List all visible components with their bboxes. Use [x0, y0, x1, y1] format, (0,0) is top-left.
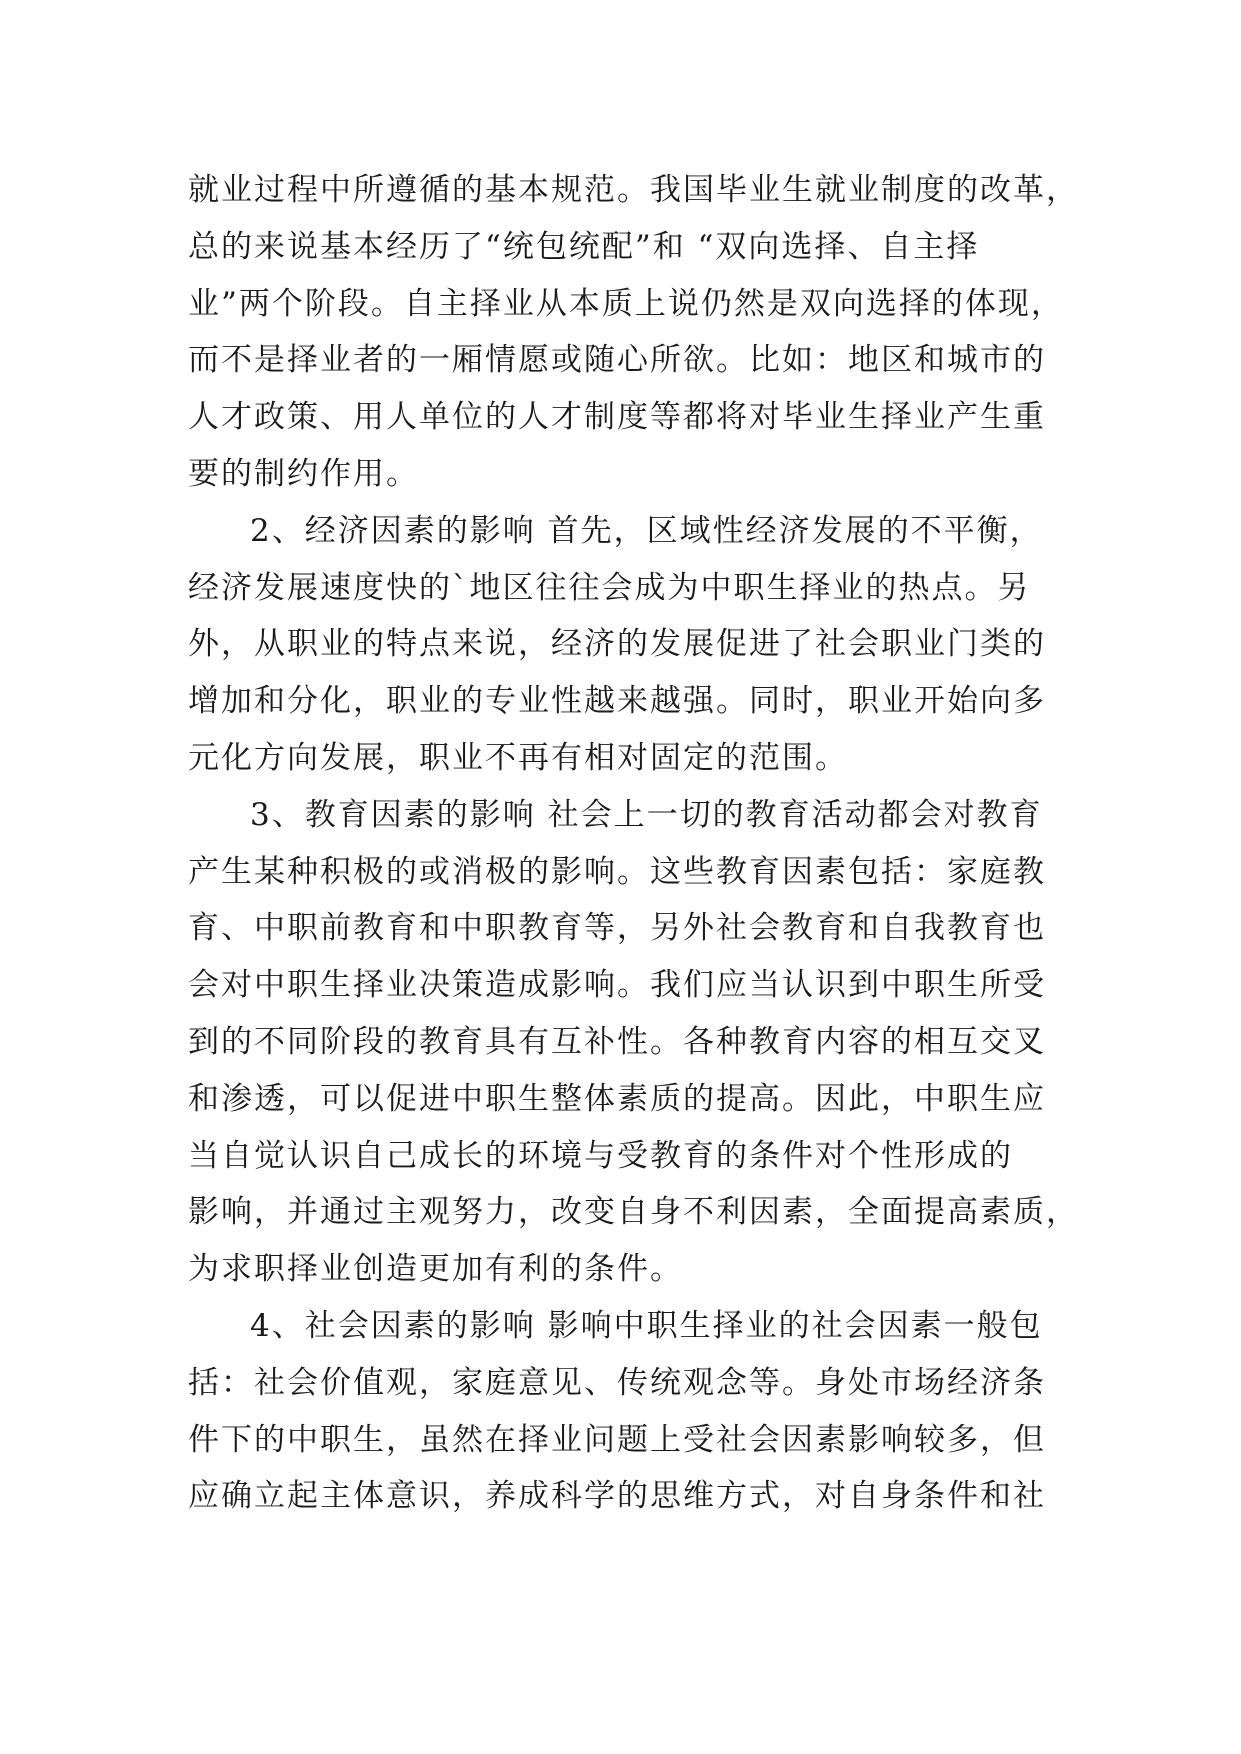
text-line: 当自觉认识自己成长的环境与受教育的条件对个性形成的 — [188, 1137, 1013, 1174]
text-line: 人才政策、用人单位的人才制度等都将对毕业生择业产生重 — [188, 399, 1046, 436]
text-line: 影响，并通过主观努力，改变自身不利因素，全面提高素质， — [188, 1194, 1079, 1231]
body-text — [188, 162, 1079, 1525]
text-line: 育、中职前教育和中职教育等，另外社会教育和自我教育也 — [188, 910, 1046, 947]
text-line: 件下的中职生，虽然在择业问题上受社会因素影响较多，但 — [188, 1421, 1046, 1458]
text-line: 为求职择业创造更加有利的条件。 — [188, 1251, 683, 1288]
text-line: 产生某种积极的或消极的影响。这些教育因素包括：家庭教 — [188, 853, 1046, 890]
text-line: 括：社会价值观，家庭意见、传统观念等。身处市场经济条 — [188, 1364, 1046, 1401]
text-line: 经济发展速度快的`地区往往会成为中职生择业的热点。另 — [188, 569, 1031, 606]
text-line: 增加和分化，职业的专业性越来越强。同时，职业开始向多 — [188, 683, 1046, 720]
paragraph-4-heading: 4、社会因素的影响 影响中职生择业的社会因素一般包 — [250, 1307, 1043, 1344]
text-line: 外，从职业的特点来说，经济的发展促进了社会职业门类的 — [188, 626, 1046, 663]
text-line: 而不是择业者的一厢情愿或随心所欲。比如：地区和城市的 — [188, 342, 1046, 379]
text-line: 元化方向发展，职业不再有相对固定的范围。 — [188, 739, 848, 776]
text-line: 到的不同阶段的教育具有互补性。各种教育内容的相互交叉 — [188, 1023, 1046, 1060]
paragraph-2-heading: 2、经济因素的影响 首先，区域性经济发展的不平衡， — [250, 512, 1043, 549]
text-line: 业”两个阶段。自主择业从本质上说仍然是双向选择的体现， — [188, 285, 1064, 322]
paragraph-3-heading: 3、教育因素的影响 社会上一切的教育活动都会对教育 — [250, 796, 1043, 833]
text-line: 和渗透，可以促进中职生整体素质的提高。因此，中职生应 — [188, 1080, 1046, 1117]
text-line: 要的制约作用。 — [188, 455, 419, 492]
text-line: 会对中职生择业决策造成影响。我们应当认识到中职生所受 — [188, 967, 1046, 1004]
text-line: 就业过程中所遵循的基本规范。我国毕业生就业制度的改革， — [188, 172, 1079, 208]
text-line: 总的来说基本经历了“统包统配”和 “双向选择、自主择 — [188, 228, 980, 265]
text-line: 应确立起主体意识，养成科学的思维方式，对自身条件和社 — [188, 1478, 1046, 1515]
